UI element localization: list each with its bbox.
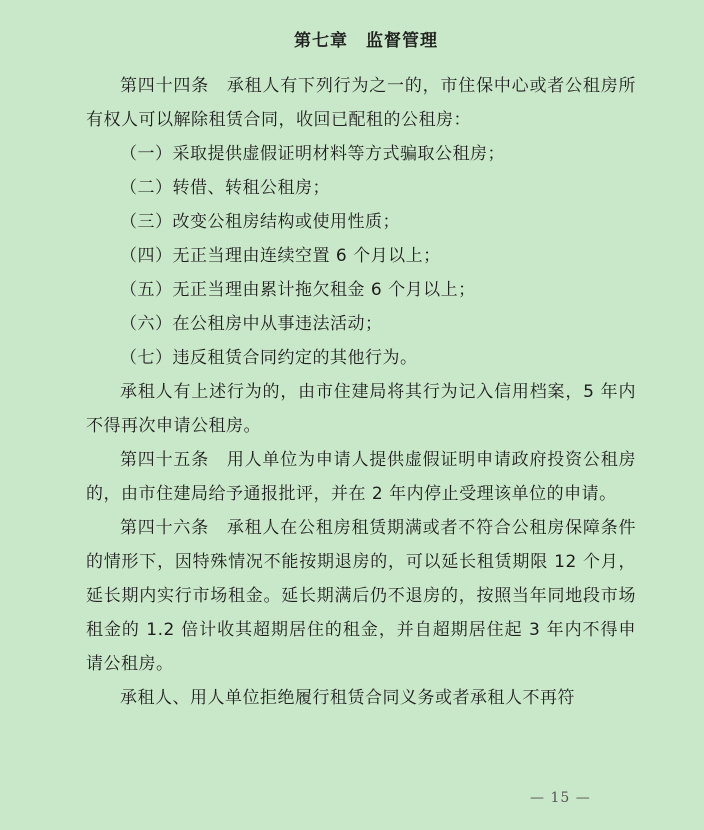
article-44-item-4: （四）无正当理由连续空置 6 个月以上； [120, 246, 441, 266]
chapter-title: 第七章 监督管理 [294, 31, 438, 51]
article-44-item-5: （五）无正当理由累计拖欠租金 6 个月以上； [120, 280, 476, 300]
article-44-item-6: （六）在公租房中从事违法活动； [120, 314, 383, 334]
article-44-item-2: （二）转借、转租公租房； [120, 178, 330, 198]
article-44-closing: 承租人有上述行为的，由市住建局将其行为记入信用档案，5 年内不得再次申请公租房。 [86, 382, 636, 436]
article-44-item-3: （三）改变公租房结构或使用性质； [120, 212, 400, 232]
article-44-list [86, 137, 636, 375]
article-47-start: 承租人、用人单位拒绝履行租赁合同义务或者承租人不再符 [120, 688, 575, 708]
article-44-item-7: （七）违反租赁合同约定的其他行为。 [120, 348, 418, 368]
article-44-item-1: （一）采取提供虚假证明材料等方式骗取公租房； [120, 144, 505, 164]
article-45: 第四十五条 用人单位为申请人提供虚假证明申请政府投资公租房的，由市住建局给予通报批评，并在 2 年内停止受理该单位的申请。 [86, 450, 636, 504]
page-number: — 15 — [530, 790, 591, 806]
article-44-intro: 第四十四条 承租人有下列行为之一的，市住保中心或者公租房所有权人可以解除租赁合同，收回已配租的公租房： [86, 76, 636, 130]
article-46: 第四十六条 承租人在公租房租赁期满或者不符合公租房保障条件的情形下，因特殊情况不能按期退房的，可以延长租赁期限 12 个月，延长期内实行市场租金。延长期满后仍不退房的，按照当年同地段市场租金的 1.2 倍计收其超期居住的租金，并自超期居住起 3 年内不得申请公租房。 [86, 518, 636, 674]
